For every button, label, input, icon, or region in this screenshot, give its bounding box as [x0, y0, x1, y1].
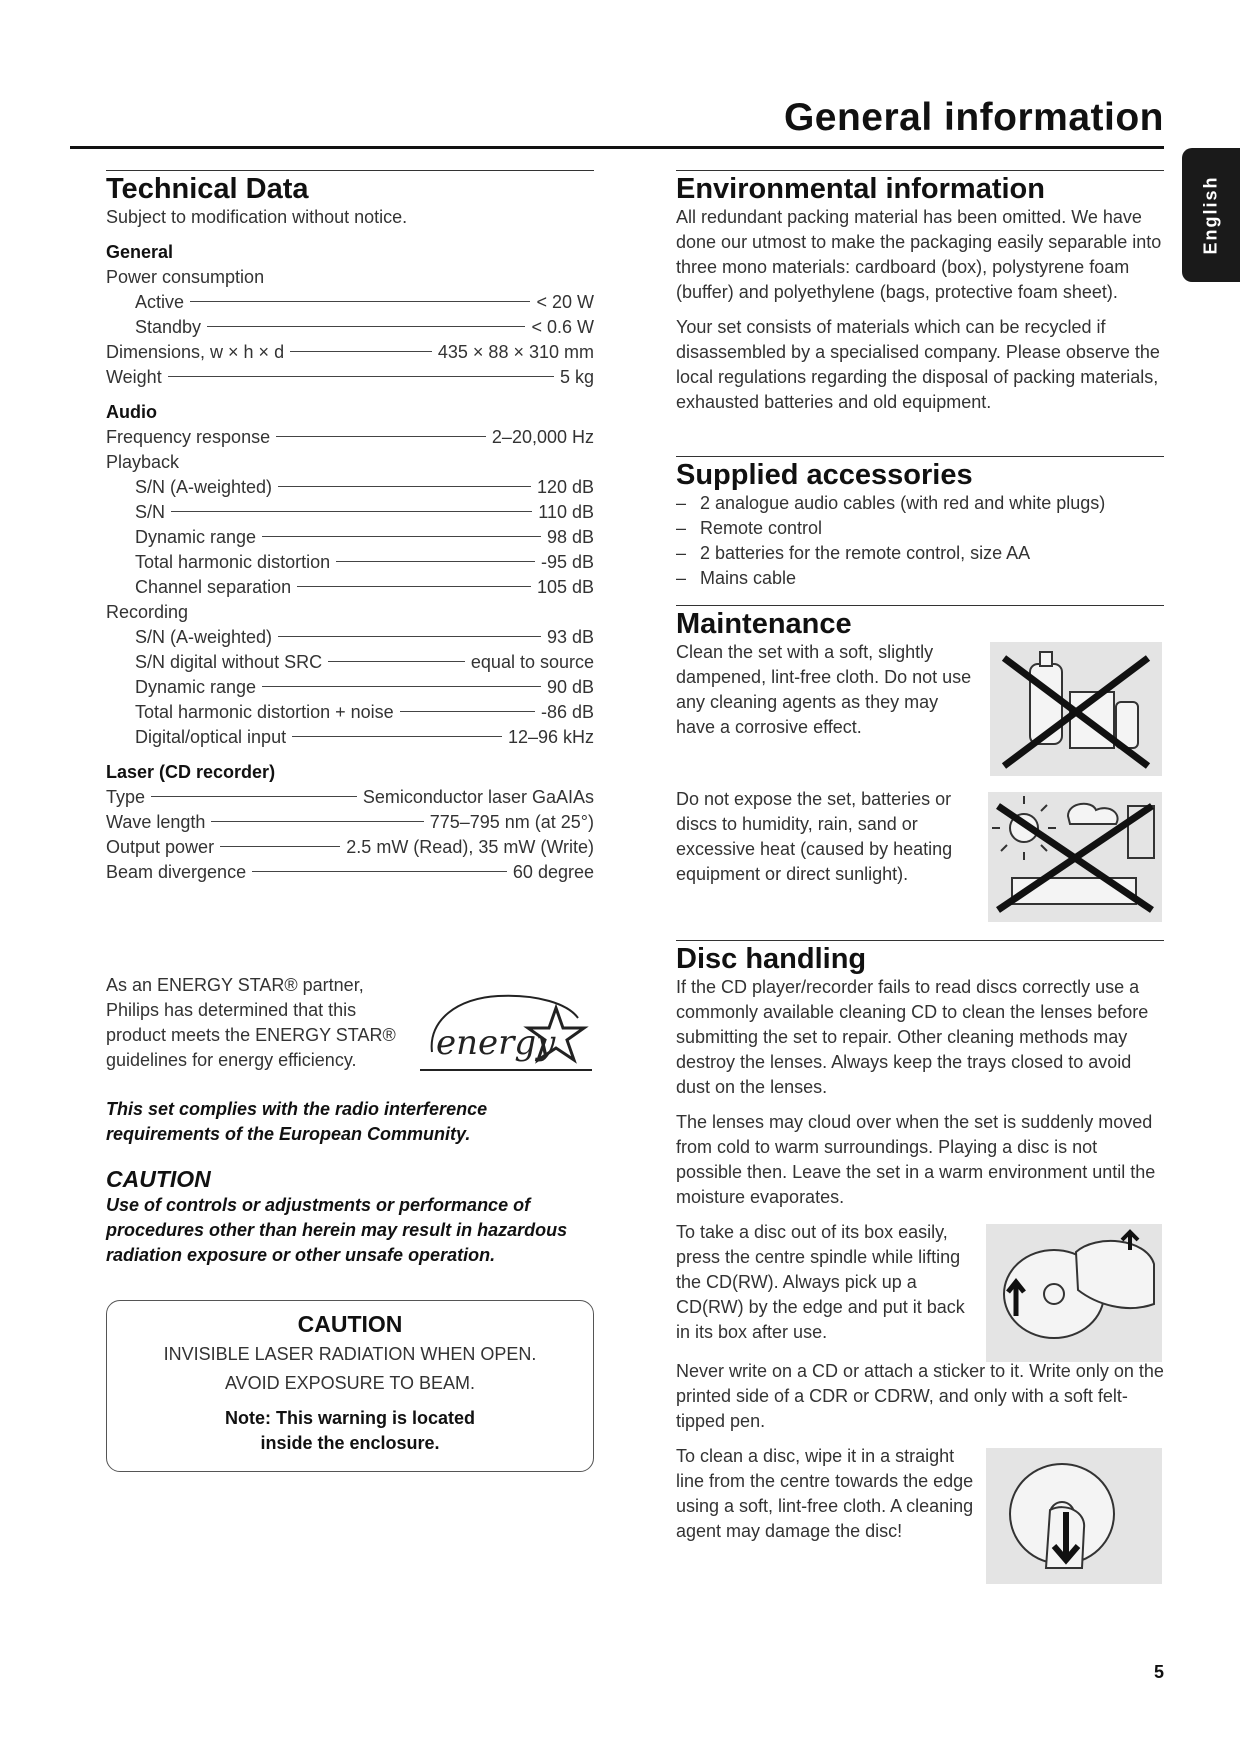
spec-value: 93 dB — [546, 627, 594, 647]
spec-label: Dynamic range — [135, 677, 257, 697]
playback-rows — [106, 475, 594, 600]
spec-value: < 20 W — [536, 292, 594, 312]
power-consumption-label: Power consumption — [106, 267, 265, 287]
spec-label: Total harmonic distortion + noise — [135, 702, 394, 722]
energy-logo-text: energy — [436, 1023, 556, 1063]
spec-row — [106, 550, 594, 575]
compliance-text: This set complies with the radio interference requirements of the European Community. — [106, 1099, 488, 1144]
disc-handling-paragraph-2: The lenses may cloud over when the set is suddenly moved from cold to warm surroundings. Playing a disc is not possible then. Leave the set in a warm environment until the moisture evaporates. — [676, 1112, 1156, 1207]
leader-line — [151, 796, 357, 797]
spec-label: Frequency response — [106, 427, 271, 447]
page-number: 5 — [1153, 1662, 1164, 1682]
spec-label: Beam divergence — [106, 862, 247, 882]
spec-value: 435 × 88 × 310 mm — [437, 342, 594, 362]
environmental-section — [676, 170, 1164, 425]
general-heading: General — [106, 242, 174, 262]
language-tab-label: English — [1200, 175, 1221, 255]
leader-line — [211, 821, 423, 822]
caution-box-line1: INVISIBLE LASER RADIATION WHEN OPEN. — [163, 1344, 537, 1364]
leader-line — [278, 486, 531, 487]
spec-label: Digital/optical input — [135, 727, 287, 747]
spec-value: Semiconductor laser GaAIAs — [362, 787, 594, 807]
spec-row — [106, 425, 594, 450]
accessories-section — [676, 456, 1164, 591]
spec-label: S/N (A-weighted) — [135, 627, 273, 647]
leader-line — [220, 846, 340, 847]
spec-value: -95 dB — [540, 552, 594, 572]
general-rows — [106, 290, 594, 390]
list-item: – 2 analogue audio cables (with red and white plugs) — [676, 493, 1106, 513]
leader-line — [400, 711, 535, 712]
spec-value: 12–96 kHz — [507, 727, 594, 747]
technical-data-title: Technical Data — [106, 170, 594, 205]
leader-line — [297, 586, 531, 587]
recording-label: Recording — [106, 602, 189, 622]
technical-data-subtitle: Subject to modification without notice. — [106, 207, 408, 227]
maintenance-paragraph-2: Do not expose the set, batteries or discs to humidity, rain, sand or excessive heat (caused by heating equipment or direct sunlight). — [676, 789, 953, 884]
spec-label: Type — [106, 787, 146, 807]
spec-value: 105 dB — [536, 577, 594, 597]
no-cleaning-agents-illustration — [990, 642, 1162, 776]
disc-handling-section — [676, 940, 1164, 1220]
no-heat-humidity-illustration — [988, 792, 1162, 922]
list-item: – Mains cable — [676, 568, 797, 588]
spec-value: 90 dB — [546, 677, 594, 697]
energy-star-text: As an ENERGY STAR® partner, Philips has determined that this product meets the ENERGY STAR® guidelines for energy efficiency. — [106, 975, 396, 1070]
spec-row — [106, 365, 594, 390]
leader-line — [290, 351, 432, 352]
technical-data-section — [106, 170, 594, 885]
accessories-list — [676, 491, 1164, 591]
spec-row — [106, 835, 594, 860]
spec-value: -86 dB — [540, 702, 594, 722]
spec-label: Dimensions, w × h × d — [106, 342, 285, 362]
spec-row — [106, 525, 594, 550]
spec-row — [106, 575, 594, 600]
spec-value: < 0.6 W — [531, 317, 594, 337]
spec-value: 60 degree — [512, 862, 594, 882]
spec-label: S/N — [135, 502, 166, 522]
leader-line — [190, 301, 530, 302]
spec-label: Channel separation — [135, 577, 292, 597]
maintenance-paragraph-1: Clean the set with a soft, slightly dampened, lint-free cloth. Do not use any cleaning agents as they may have a corrosive effect. — [676, 642, 972, 737]
spec-row — [106, 340, 594, 365]
playback-label: Playback — [106, 452, 180, 472]
disc-handling-title: Disc handling — [676, 940, 1164, 975]
caution-box — [106, 1300, 594, 1472]
maintenance-title: Maintenance — [676, 605, 1164, 640]
disc-handling-paragraph-5: To clean a disc, wipe it in a straight line from the centre towards the edge using a soft, lint-free cloth. A cleaning agent may damage the disc! — [676, 1446, 974, 1541]
spec-value: 98 dB — [546, 527, 594, 547]
environmental-title: Environmental information — [676, 170, 1164, 205]
spec-label: Wave length — [106, 812, 206, 832]
leader-line — [252, 871, 507, 872]
spec-label: Standby — [135, 317, 202, 337]
spec-value: 2.5 mW (Read), 35 mW (Write) — [346, 837, 594, 857]
disc-handling-paragraph-3: To take a disc out of its box easily, press the centre spindle while lifting the CD(RW). Always pick up a CD(RW) by the edge and put it back in its box after use. — [676, 1222, 965, 1342]
spec-value: 120 dB — [536, 477, 594, 497]
caution-heading: CAUTION — [106, 1166, 211, 1192]
spec-row — [106, 725, 594, 750]
leader-line — [328, 661, 465, 662]
caution-box-line2: AVOID EXPOSURE TO BEAM. — [224, 1373, 476, 1393]
disc-handling-paragraph-1: If the CD player/recorder fails to read discs correctly use a commonly available cleaning CD to clean the lenses before submitting the set to repair. Other cleaning methods may destroy the lenses. Always keep the trays closed to avoid dust on the lenses. — [676, 977, 1149, 1097]
spec-row — [106, 475, 594, 500]
leader-line — [171, 511, 532, 512]
disc-removal-illustration — [986, 1224, 1162, 1362]
spec-value: 2–20,000 Hz — [491, 427, 594, 447]
spec-row — [106, 625, 594, 650]
leader-line — [278, 636, 541, 637]
spec-label: Dynamic range — [135, 527, 257, 547]
spec-value: equal to source — [470, 652, 594, 672]
page-title: General information — [783, 96, 1164, 139]
spec-value: 5 kg — [559, 367, 594, 387]
spec-label: Active — [135, 292, 185, 312]
spec-row — [106, 315, 594, 340]
spec-row — [106, 785, 594, 810]
disc-handling-paragraph-4: Never write on a CD or attach a sticker to it. Write only on the printed side of a CDR or CDRW, and only with a soft felt-tipped pen. — [676, 1361, 1164, 1431]
list-item: – 2 batteries for the remote control, size AA — [676, 543, 1031, 563]
spec-row — [106, 675, 594, 700]
spec-row — [106, 290, 594, 315]
leader-line — [336, 561, 535, 562]
leader-line — [168, 376, 554, 377]
caution-box-title: CAUTION — [297, 1311, 403, 1337]
caution-section — [106, 1166, 594, 1268]
spec-label: Output power — [106, 837, 215, 857]
language-tab — [1182, 148, 1240, 282]
spec-row — [106, 860, 594, 885]
spec-label: S/N (A-weighted) — [135, 477, 273, 497]
spec-label: Weight — [106, 367, 162, 387]
leader-line — [276, 436, 486, 437]
environmental-paragraph-1: All redundant packing material has been omitted. We have done our utmost to make the packaging easily separable into three mono materials: cardboard (box), polystyrene foam (buffer) and polyethylene (bags, protective foam sheet). — [676, 207, 1162, 302]
spec-row — [106, 500, 594, 525]
spec-label: Total harmonic distortion — [135, 552, 331, 572]
leader-line — [207, 326, 525, 327]
disc-cleaning-illustration — [986, 1448, 1162, 1584]
spec-row — [106, 810, 594, 835]
recording-rows — [106, 625, 594, 750]
title-rule — [70, 146, 1164, 149]
spec-label: S/N digital without SRC — [135, 652, 323, 672]
leader-line — [262, 686, 541, 687]
spec-value: 110 dB — [538, 502, 594, 522]
spec-row — [106, 650, 594, 675]
maintenance-section — [676, 605, 1164, 640]
energy-star-logo — [418, 990, 594, 1080]
audio-heading: Audio — [106, 402, 157, 422]
laser-rows — [106, 785, 594, 885]
leader-line — [292, 736, 502, 737]
leader-line — [262, 536, 541, 537]
environmental-paragraph-2: Your set consists of materials which can be recycled if disassembled by a specialised company. Please observe the local regulations regarding the disposal of packing materials, exhausted batteries and old equipment. — [676, 317, 1160, 412]
list-item: – Remote control — [676, 518, 823, 538]
caution-text: Use of controls or adjustments or performance of procedures other than herein may result in hazardous radiation exposure or other unsafe operation. — [106, 1195, 568, 1265]
accessories-title: Supplied accessories — [676, 456, 1164, 491]
laser-heading: Laser (CD recorder) — [106, 762, 276, 782]
spec-value: 775–795 nm (at 25°) — [429, 812, 594, 832]
spec-row — [106, 700, 594, 725]
caution-box-note: Note: This warning is located inside the enclosure. — [224, 1408, 476, 1453]
